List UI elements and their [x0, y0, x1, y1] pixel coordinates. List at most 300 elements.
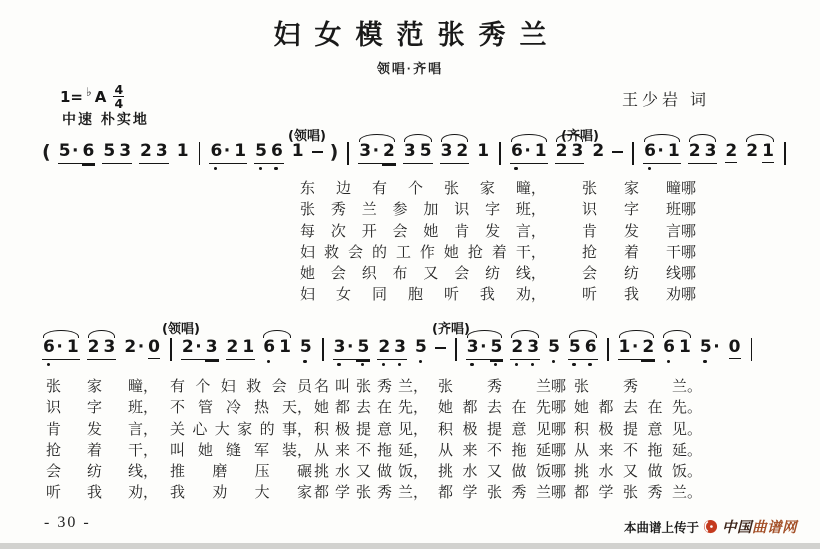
note-2: 2 — [688, 141, 701, 161]
lyric-char: 大 — [214, 421, 230, 438]
lyric-char: 工 — [395, 244, 411, 261]
lyric-segment — [170, 439, 312, 460]
lyric-char: 识 — [46, 400, 62, 417]
lyric-segment — [300, 283, 546, 304]
note-row — [591, 142, 605, 163]
lyric-char: 兰。 — [671, 485, 702, 502]
note-5: 5 — [419, 141, 432, 161]
lyric-char: 不 — [355, 442, 371, 459]
lyric-char: 干哪 — [665, 244, 696, 261]
lyric-char: 提 — [355, 421, 371, 438]
lyric-segment — [300, 220, 546, 241]
lyric-char: 织 — [361, 266, 377, 283]
lyric-char: 言， — [127, 421, 158, 438]
lyric-char: 会 — [392, 223, 408, 240]
lyric-char: 纺 — [623, 266, 639, 283]
lyric-char: 员 — [296, 379, 312, 395]
note-3: 3· — [333, 337, 354, 357]
note-group — [699, 338, 721, 359]
lyric-char: 水 — [334, 464, 350, 481]
lyric-char: 积 — [574, 421, 590, 438]
lyric-char: 字 — [86, 400, 102, 417]
lyric-char: 识 — [454, 202, 470, 219]
lyric-char: 着 — [491, 244, 507, 261]
note-row — [568, 338, 598, 360]
lyric-char: 家 — [237, 421, 253, 438]
note-1: 1 — [242, 337, 255, 357]
lyric-char: 都 — [314, 485, 330, 502]
lyric-char: 都 — [574, 485, 590, 502]
note-3: 3 — [440, 141, 453, 161]
note-group — [618, 338, 656, 360]
lyric-char: 延哪 — [535, 442, 566, 459]
lyric-char: 磨 — [212, 464, 228, 481]
lyric-char: 兰哪 — [535, 485, 566, 502]
note-1: 1 — [279, 337, 291, 357]
lyric-char: 张 — [486, 485, 502, 502]
lyric-char: 从 — [438, 442, 454, 459]
lyric-segment — [300, 262, 546, 283]
note-row — [618, 338, 656, 360]
lyric-char: 军 — [253, 442, 269, 459]
lyric-char: 心 — [192, 421, 208, 438]
note-row — [123, 338, 161, 361]
note-1: 1 — [667, 141, 680, 161]
barline — [607, 338, 609, 361]
lyric-char: 她 — [300, 266, 316, 283]
note-group — [291, 142, 305, 163]
lyric-char: 做 — [376, 464, 392, 481]
note-2: 2 — [383, 141, 395, 161]
lyric-char: 从 — [314, 442, 330, 459]
lyric-char: 着 — [623, 244, 639, 261]
note-group — [591, 142, 605, 163]
lead-label-system2: (领唱) — [162, 322, 200, 337]
parenthesis: ( — [42, 141, 51, 163]
lyric-segment — [314, 460, 428, 481]
lyric-segment — [574, 396, 702, 417]
lyric-char: 冷 — [225, 400, 241, 417]
lyric-char: 张 — [443, 181, 459, 197]
lyric-char: 肯 — [46, 421, 62, 438]
time-signature-top: 4 — [114, 82, 124, 97]
note-3: 3 — [527, 337, 540, 357]
lead-label-system1: (领唱) — [288, 129, 326, 144]
lyric-char: 热 — [253, 400, 269, 417]
lyric-char: 推 — [170, 464, 186, 481]
augmentation-dot: · — [347, 337, 354, 357]
lyric-char: 拖 — [647, 442, 663, 459]
lyric-char: 去 — [622, 400, 638, 417]
note-3: 3 — [119, 141, 132, 161]
lyric-segment — [582, 262, 696, 283]
augmentation-dot: · — [657, 141, 664, 161]
note-group — [728, 338, 742, 361]
note-group — [476, 142, 490, 163]
parenthesis: ) — [329, 141, 339, 163]
lyric-char: 干， — [127, 442, 158, 459]
lyric-char: 我 — [623, 287, 639, 304]
key-signature — [60, 84, 124, 109]
site-logo-icon — [703, 519, 718, 534]
lyric-char: 张 — [46, 379, 62, 395]
lyric-char: 妇 — [300, 244, 316, 261]
lyric-char: 都 — [334, 400, 350, 417]
lyric-char: 叫 — [334, 379, 350, 395]
note-row — [728, 338, 742, 361]
lyric-char: 胞 — [407, 287, 423, 304]
note-group — [209, 142, 247, 164]
lyric-char: 又 — [355, 464, 371, 481]
lyric-char: 秀 — [376, 379, 392, 395]
lyric-segment — [438, 375, 566, 396]
lyric-segment — [438, 460, 566, 481]
note-5: 5· — [58, 141, 79, 161]
lyric-segment — [314, 396, 428, 417]
lyric-segment — [582, 220, 696, 241]
lyric-char: 来 — [462, 442, 478, 459]
lyric-char: 水 — [462, 464, 478, 481]
lyric-char: 去 — [355, 400, 371, 417]
note-group — [688, 142, 718, 164]
unison-label-system1: (齐唱) — [561, 129, 599, 144]
lyric-char: 秀 — [647, 485, 663, 502]
lyric-char: 饭。 — [671, 464, 702, 481]
lyric-char: 疃， — [127, 379, 158, 395]
note-group — [58, 142, 96, 164]
lyric-char: 事， — [281, 421, 312, 438]
lyric-char: 有 — [170, 379, 186, 395]
note-row — [688, 142, 718, 164]
note-group — [358, 142, 396, 164]
note-2: 2· — [124, 337, 145, 357]
lyric-char: 拖 — [376, 442, 392, 459]
lyric-segment — [46, 375, 158, 396]
note-row — [176, 142, 190, 163]
augmentation-dot: · — [524, 141, 531, 161]
lyric-char: 抢 — [582, 244, 598, 261]
lyric-char: 东 — [300, 181, 316, 197]
dash-note — [312, 151, 323, 153]
lyric-segment — [46, 439, 158, 460]
lyric-char: 加 — [423, 202, 439, 219]
site-name-cn: 中国 — [722, 520, 753, 536]
note-6: 6· — [43, 337, 63, 357]
note-row — [699, 338, 721, 359]
lyric-char: 识 — [582, 202, 598, 219]
lyric-char: 线， — [127, 464, 158, 481]
note-2: 2 — [511, 337, 524, 357]
lyric-row — [42, 396, 712, 417]
lyric-char: 发 — [623, 223, 639, 240]
lyric-row — [296, 220, 820, 241]
lyric-char: 大 — [254, 485, 270, 502]
lyric-char: 疃哪 — [665, 181, 696, 197]
note-1: 1· — [618, 337, 639, 357]
note-0: 0 — [148, 337, 160, 357]
note-group — [176, 142, 190, 163]
dash-note — [612, 151, 623, 153]
time-signature-bottom: 4 — [114, 96, 124, 111]
note-6: 6 — [82, 141, 95, 161]
lyric-char: 在 — [376, 400, 392, 417]
lyric-segment — [582, 177, 696, 198]
lyric-char: 不 — [170, 400, 186, 417]
lyric-segment — [170, 460, 312, 481]
note-row — [291, 142, 305, 163]
note-group — [510, 142, 548, 164]
note-5: 5 — [357, 337, 370, 357]
augmentation-dot: · — [195, 337, 202, 357]
lyric-char: 兰， — [397, 485, 428, 502]
note-5: 5 — [255, 141, 267, 161]
lyric-segment — [438, 396, 566, 417]
lyric-char: 她 — [314, 400, 330, 417]
lyric-char: 救 — [246, 379, 262, 395]
lyric-char: 线哪 — [665, 266, 696, 283]
note-group — [466, 338, 504, 360]
note-row — [440, 142, 470, 164]
lyric-char: 字 — [485, 202, 501, 219]
lyric-segment — [170, 375, 312, 396]
lyric-char: 会 — [271, 379, 287, 395]
lyric-segment — [46, 460, 158, 481]
lyric-char: 会 — [46, 464, 62, 481]
lyric-char: 家 — [296, 485, 312, 502]
note-3: 3 — [403, 141, 416, 161]
note-row — [745, 142, 775, 165]
note-5: 5 — [415, 337, 427, 357]
barline — [784, 142, 786, 165]
note-group — [568, 338, 598, 360]
lyric-char: 见， — [397, 421, 428, 438]
lyric-char: 字 — [623, 202, 639, 219]
lyric-segment — [170, 418, 312, 439]
note-group — [102, 142, 132, 164]
lyric-segment — [170, 396, 312, 417]
lyric-char: 听 — [46, 485, 62, 502]
note-row — [510, 338, 540, 360]
note-row — [555, 142, 585, 164]
lyric-char: 从 — [574, 442, 590, 459]
note-group — [414, 338, 428, 359]
lyric-segment — [582, 283, 696, 304]
lyric-segment — [574, 439, 702, 460]
lyric-char: 水 — [598, 464, 614, 481]
lyric-char: 会 — [582, 266, 598, 283]
lyric-char: 先， — [397, 400, 428, 417]
note-group — [377, 338, 407, 360]
lyric-char: 兰。 — [671, 379, 702, 395]
lyric-char: 她 — [197, 442, 213, 459]
lyric-char: 见。 — [671, 421, 702, 438]
performance-mode-subtitle: 领唱·齐唱 — [376, 61, 444, 76]
lyric-char: 都 — [438, 485, 454, 502]
note-1: 1 — [176, 141, 189, 161]
augmentation-dot: · — [372, 141, 380, 161]
note-6: 6 — [270, 141, 283, 161]
lyric-char: 她 — [443, 244, 459, 261]
note-3: 3 — [205, 337, 218, 357]
lyric-char: 学 — [334, 485, 350, 502]
note-1: 1 — [477, 141, 490, 161]
note-3: 3 — [155, 141, 168, 161]
lyric-char: 极 — [598, 421, 614, 438]
site-name-rest: 曲谱网 — [752, 520, 798, 536]
note-row — [102, 142, 132, 164]
note-row — [510, 142, 548, 164]
lyric-char: 妇 — [220, 379, 236, 395]
note-6: 6 — [263, 337, 276, 357]
lyric-row — [42, 460, 712, 481]
barline — [455, 338, 457, 361]
lyric-char: 提 — [486, 421, 502, 438]
lyric-char: 线， — [515, 266, 546, 283]
note-row — [643, 142, 681, 164]
lyric-segment — [300, 177, 546, 198]
lyric-char: 做 — [647, 464, 663, 481]
lyric-char: 又 — [486, 464, 502, 481]
lyric-segment — [574, 460, 702, 481]
lyric-char: 管 — [197, 400, 213, 417]
lyric-char: 延。 — [671, 442, 702, 459]
lyric-char: 学 — [462, 485, 478, 502]
barline — [347, 142, 349, 165]
note-group — [440, 142, 470, 164]
lyric-char: 班， — [127, 400, 158, 417]
music-line-system2 — [42, 338, 754, 372]
lyric-char: 会 — [330, 266, 346, 283]
page-number: - 30 - — [44, 514, 91, 531]
augmentation-dot: · — [631, 337, 639, 357]
note-group — [42, 338, 80, 360]
augmentation-dot: · — [56, 337, 63, 357]
lyric-char: 极 — [334, 421, 350, 438]
lyric-char: 来 — [598, 442, 614, 459]
note-group — [87, 338, 117, 360]
note-2: 2 — [746, 141, 759, 161]
key-letter: A — [94, 87, 107, 106]
note-3: 3· — [359, 141, 380, 161]
lyric-char: 秀 — [376, 485, 392, 502]
note-3: 3· — [466, 337, 487, 357]
lyric-segment — [300, 198, 546, 219]
lyric-segment — [46, 481, 158, 502]
lyric-char: 劝， — [127, 485, 158, 502]
lyric-char: 会 — [454, 266, 470, 283]
lyric-char: 缝 — [225, 442, 241, 459]
lyric-char: 纺 — [86, 464, 102, 481]
lyric-char: 我 — [86, 485, 102, 502]
lyric-segment — [582, 241, 696, 262]
note-group — [262, 338, 292, 359]
lyric-char: 家 — [86, 379, 102, 395]
lyric-char: 意 — [647, 421, 663, 438]
note-6: 6 — [584, 337, 597, 357]
note-row — [466, 338, 504, 360]
lyric-segment — [574, 481, 702, 502]
note-6: 6· — [210, 141, 231, 161]
note-row — [299, 338, 313, 359]
lyric-row — [296, 262, 820, 283]
lyric-char: 张 — [355, 485, 371, 502]
note-3: 3 — [103, 337, 116, 357]
note-row — [87, 338, 117, 360]
lyric-char: 的 — [371, 244, 387, 261]
time-signature — [113, 84, 124, 109]
lyric-char: 见哪 — [535, 421, 566, 438]
lyric-char: 挑 — [314, 464, 330, 481]
lyric-char: 秀 — [511, 485, 527, 502]
note-group — [555, 142, 585, 164]
note-group — [139, 142, 169, 164]
lyric-char: 都 — [598, 400, 614, 417]
note-3: 3 — [571, 141, 584, 161]
lyric-char: 又 — [423, 266, 439, 283]
note-group — [662, 338, 692, 359]
augmentation-dot: · — [223, 141, 231, 161]
note-2: 2 — [378, 337, 391, 357]
key-prefix: 1= — [60, 87, 84, 106]
lyric-char: 秀 — [622, 379, 638, 395]
lyric-segment — [170, 481, 312, 502]
barline — [322, 338, 324, 361]
note-group — [403, 142, 433, 164]
lyric-char: 家 — [623, 181, 639, 197]
lyric-char: 肯 — [582, 223, 598, 240]
lyric-char: 压 — [254, 464, 270, 481]
lyric-char: 救 — [323, 244, 339, 261]
lyric-char: 不 — [622, 442, 638, 459]
augmentation-dot: · — [713, 337, 720, 357]
lyric-row — [296, 283, 820, 304]
note-0: 0 — [728, 337, 741, 357]
note-row — [254, 142, 284, 164]
barline — [499, 142, 501, 165]
note-5: 5 — [299, 337, 312, 357]
lyricist-credit: 王少岩 词 — [622, 92, 711, 109]
lyric-char: 在 — [647, 400, 663, 417]
note-row — [403, 142, 433, 164]
lyric-char: 我 — [479, 287, 495, 304]
note-6: 6 — [663, 337, 675, 357]
lyric-char: 劝哪 — [665, 287, 696, 304]
note-row — [58, 142, 96, 164]
lyric-char: 做 — [511, 464, 527, 481]
note-group — [510, 338, 540, 360]
lyric-char: 意 — [376, 421, 392, 438]
lyric-char: 听 — [582, 287, 598, 304]
lyric-char: 抢 — [46, 442, 62, 459]
note-1: 1 — [234, 141, 247, 161]
note-row — [662, 338, 692, 359]
lyric-char: 又 — [622, 464, 638, 481]
note-group — [333, 338, 371, 360]
note-1: 1 — [66, 337, 79, 357]
upload-credit — [624, 516, 797, 537]
note-5: 5 — [548, 337, 560, 357]
lyric-char: 言， — [515, 223, 546, 240]
lyric-char: 劝， — [515, 287, 546, 304]
lyric-char: 兰， — [397, 379, 428, 395]
note-3: 3 — [394, 337, 406, 357]
note-6: 6· — [644, 141, 664, 161]
lyric-row — [296, 177, 820, 198]
unison-label-system2: (齐唱) — [432, 322, 470, 337]
lyric-char: 意 — [511, 421, 527, 438]
lyric-segment — [314, 418, 428, 439]
lyric-char: 妇 — [300, 287, 316, 304]
